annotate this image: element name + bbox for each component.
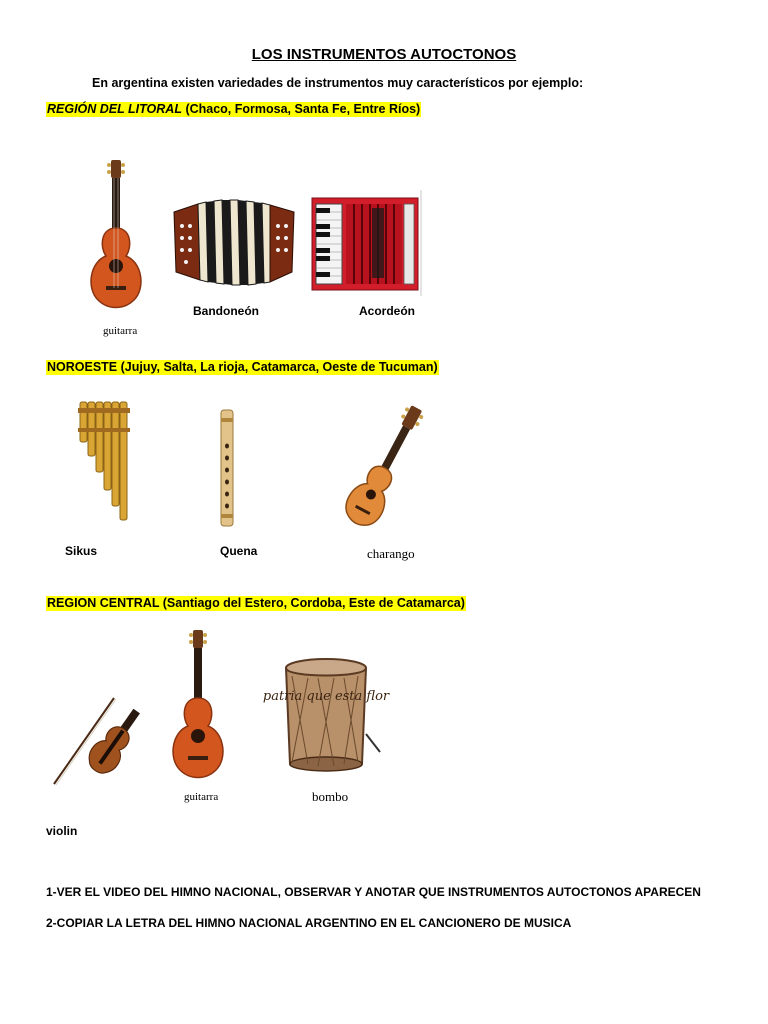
instrument-label-sikus: Sikus — [65, 544, 98, 558]
region-heading-litoral — [46, 102, 421, 117]
intro-text: En argentina existen variedades de instrumentos muy característicos por ejemplo: — [92, 76, 584, 90]
violin-image — [50, 692, 138, 790]
region-name: REGION CENTRAL — [47, 596, 160, 610]
bandoneon-image — [170, 192, 298, 292]
charango-image — [345, 398, 425, 536]
region-name: NOROESTE — [47, 360, 118, 374]
instrument-label-guitarra: guitarra — [103, 325, 138, 337]
instrument-label-bombo: bombo — [312, 789, 349, 804]
region-name: REGIÓN DEL LITORAL — [47, 102, 182, 116]
instrument-label-violin: violin — [46, 824, 78, 838]
region-heading-noroeste — [46, 360, 439, 375]
region-heading-central — [46, 596, 466, 611]
region-places: (Jujuy, Salta, La rioja, Catamarca, Oeste de Tucuman) — [117, 360, 438, 374]
region-places: (Santiago del Estero, Cordoba, Este de Catamarca) — [159, 596, 465, 610]
bombo-inscription: patria que esta flor — [262, 689, 390, 704]
guitar-image — [78, 158, 152, 310]
guitar-image — [160, 624, 234, 784]
sikus-image — [76, 396, 132, 522]
instrument-label-acordeon: Acordeón — [359, 304, 416, 318]
instrument-label-bandoneon: Bandoneón — [193, 304, 259, 318]
task-1: 1-VER EL VIDEO DEL HIMNO NACIONAL, OBSERVAR Y ANOTAR QUE INSTRUMENTOS AUTOCTONOS APARECEN — [46, 885, 701, 899]
instrument-label-charango: charango — [367, 546, 415, 561]
instrument-label-guitarra: guitarra — [184, 791, 219, 803]
task-2: 2-COPIAR LA LETRA DEL HIMNO NACIONAL ARGENTINO EN EL CANCIONERO DE MUSICA — [46, 916, 572, 930]
region-places: (Chaco, Formosa, Santa Fe, Entre Ríos) — [181, 102, 421, 116]
accordion-image — [308, 190, 422, 296]
instrument-label-quena: Quena — [220, 544, 258, 558]
quena-image — [212, 406, 242, 530]
page-title: LOS INSTRUMENTOS AUTOCTONOS — [251, 46, 517, 63]
bombo-image — [262, 656, 390, 778]
